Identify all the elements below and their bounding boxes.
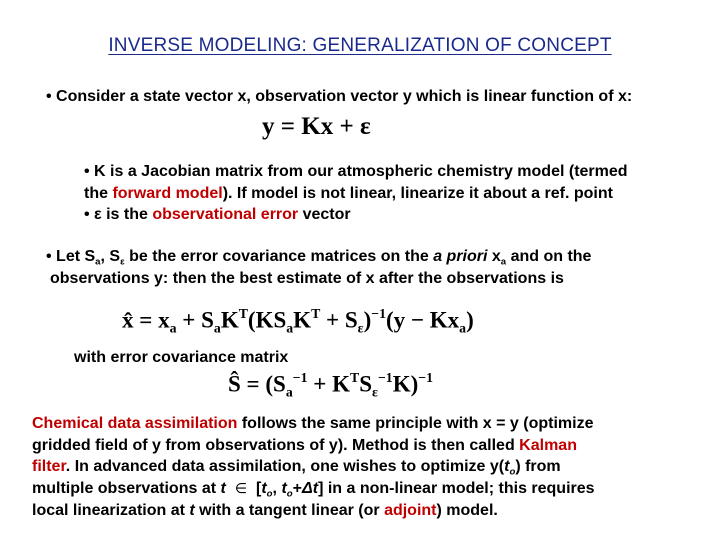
text: ) model. (436, 502, 498, 519)
text: • (84, 206, 95, 223)
eq1-equals: = (280, 113, 295, 140)
term-kalman: Kalman (519, 437, 577, 454)
equation-posterior-covariance: Ŝ = $(S_a^{-1} + K^TS_\varepsilon^{-1}K)^{-1}$ (228, 370, 434, 400)
text: ] in a non-linear model; this requires (318, 480, 595, 497)
subscript: ε (120, 256, 125, 268)
eq1-y: y (262, 113, 275, 140)
jacobian-line-2 (84, 183, 613, 204)
text: , (272, 480, 282, 497)
text: t (504, 458, 510, 475)
text: vector (298, 206, 351, 223)
epsilon-line (84, 204, 351, 225)
text: [ (256, 480, 262, 497)
term-filter: filter (32, 458, 66, 475)
jacobian-line-1: • K is a Jacobian matrix from our atmospheric chemistry model (termed (84, 163, 628, 180)
text: , S (100, 248, 121, 265)
text: follows the same principle with x = y (optimize (237, 415, 594, 432)
text: local linearization at (32, 502, 190, 519)
covariance-line-2: observations y: then the best estimate of x after the observations is (50, 270, 564, 287)
equation-best-estimate: x̂ = $x_a + S_aK^T(KS_aK^T + S_\varepsilon)^{-1}(y - Kx_a)$ (122, 306, 474, 336)
text: t (261, 480, 267, 497)
term-adjoint: adjoint (384, 502, 437, 519)
paragraph-line-5 (32, 500, 498, 521)
text: ) from (515, 458, 561, 475)
text: the (84, 185, 113, 202)
text: Δt (301, 480, 319, 497)
error-covariance-label: with error covariance matrix (74, 349, 289, 366)
text: t (220, 480, 226, 497)
text: + (292, 480, 302, 497)
eq1-epsilon: ε (359, 113, 371, 140)
text: multiple observations at (32, 480, 221, 497)
term-forward-model: forward model (112, 185, 223, 202)
paragraph-line-1 (32, 413, 593, 434)
text: gridded field of y from observations of y). Method is then called (32, 437, 520, 454)
paragraph-line-2 (32, 435, 577, 456)
epsilon-symbol: ε (94, 206, 102, 223)
eq1-K: K (301, 113, 321, 140)
text: be the error covariance matrices on the (124, 248, 434, 265)
text: • Let S (46, 248, 96, 265)
text: ). If model is not linear, linearize it about a ref. point (222, 185, 613, 202)
text: x (487, 248, 501, 265)
text: t (189, 502, 195, 519)
subscript: a (95, 256, 101, 268)
term-chemical-data-assimilation: Chemical data assimilation (32, 415, 238, 432)
text: with a tangent linear (or (194, 502, 385, 519)
subscript: o (286, 488, 293, 500)
text: is the (101, 206, 153, 223)
text: and on the (506, 248, 592, 265)
subscript: a (500, 256, 507, 268)
eq1-x: x (320, 113, 334, 140)
bullet-state-vector: • Consider a state vector x, observation vector y which is linear function of x: (46, 88, 633, 105)
text: . In advanced data assimilation, one wishes to optimize y( (65, 458, 505, 475)
page-title: INVERSE MODELING: GENERALIZATION OF CONCEPT (108, 35, 612, 56)
equation-forward-model (262, 113, 371, 141)
element-of-symbol: ∈ (234, 480, 248, 496)
subscript: o (509, 466, 516, 478)
a-priori-text: a priori (433, 248, 488, 265)
term-observational-error: observational error (152, 206, 299, 223)
subscript: o (266, 488, 273, 500)
eq1-plus: + (339, 113, 354, 140)
text: t (281, 480, 287, 497)
